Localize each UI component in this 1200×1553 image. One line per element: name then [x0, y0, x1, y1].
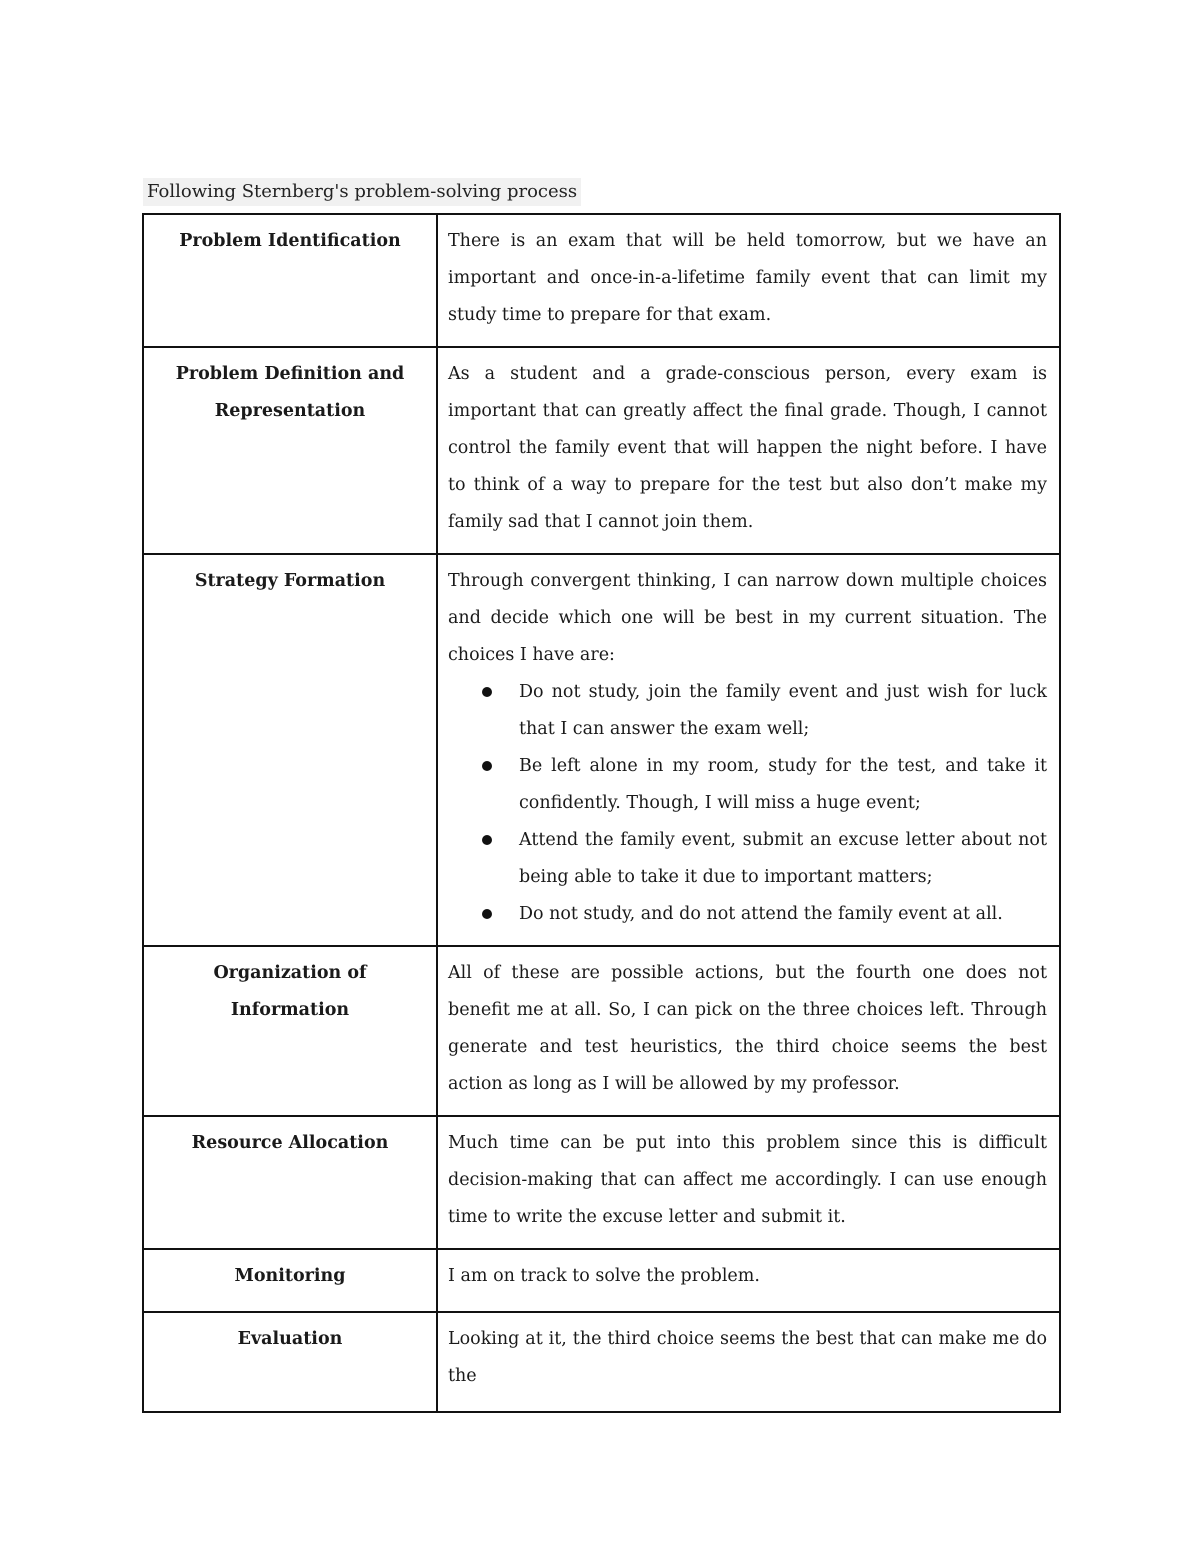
list-item — [482, 896, 1047, 933]
step-text-strategy-formation: Through convergent thinking, I can narrow down multiple choices and decide which one will be best in my current situation. The choices I have are: — [448, 571, 1047, 665]
table-caption: Following Sternberg's problem-solving process — [143, 178, 581, 206]
bullet-icon — [482, 909, 492, 919]
list-item — [482, 822, 1047, 896]
choice-text: Do not study, join the family event and just wish for luck that I can answer the exam well; — [519, 682, 1047, 739]
bullet-icon — [482, 835, 492, 845]
table-row — [143, 1249, 1060, 1312]
bullet-icon — [482, 687, 492, 697]
choice-text: Attend the family event, submit an excuse letter about not being able to take it due to important matters; — [519, 830, 1047, 887]
table-row — [143, 554, 1060, 946]
table-row — [143, 946, 1060, 1116]
table-row — [143, 214, 1060, 347]
table-row — [143, 347, 1060, 554]
step-label-resource-allocation: Resource Allocation — [143, 1116, 437, 1249]
step-text-problem-identification: There is an exam that will be held tomorrow, but we have an important and once-in-a-lifetime family event that can limit my study time to prepare for that exam. — [437, 214, 1060, 347]
step-label-problem-identification: Problem Identification — [143, 214, 437, 347]
bullet-icon — [482, 761, 492, 771]
step-label-monitoring: Monitoring — [143, 1249, 437, 1312]
choice-text: Do not study, and do not attend the family event at all. — [519, 904, 1003, 924]
step-label-problem-definition: Problem Definition and Representation — [143, 347, 437, 554]
step-cell-strategy-formation — [437, 554, 1060, 946]
step-label-evaluation: Evaluation — [143, 1312, 437, 1412]
step-label-organization: Organization of Information — [143, 946, 437, 1116]
step-text-organization: All of these are possible actions, but the fourth one does not benefit me at all. So, I can pick on the three choices left. Through generate and test heuristics, the third choice seems the best action as long as I will be allowed by my professor. — [437, 946, 1060, 1116]
list-item — [482, 748, 1047, 822]
problem-solving-table — [142, 213, 1061, 1413]
choice-text: Be left alone in my room, study for the test, and take it confidently. Though, I will miss a huge event; — [519, 756, 1047, 813]
step-label-strategy-formation: Strategy Formation — [143, 554, 437, 946]
step-text-evaluation: Looking at it, the third choice seems the best that can make me do the — [437, 1312, 1060, 1412]
table-row — [143, 1116, 1060, 1249]
step-text-resource-allocation: Much time can be put into this problem since this is difficult decision-making that can affect me accordingly. I can use enough time to write the excuse letter and submit it. — [437, 1116, 1060, 1249]
choices-list — [448, 674, 1047, 933]
step-text-monitoring: I am on track to solve the problem. — [437, 1249, 1060, 1312]
list-item — [482, 674, 1047, 748]
step-text-problem-definition: As a student and a grade-conscious person, every exam is important that can greatly affect the final grade. Though, I cannot control the family event that will happen the night before. I have to think of a way to prepare for the test but also don’t make my family sad that I cannot join them. — [437, 347, 1060, 554]
table-row — [143, 1312, 1060, 1412]
